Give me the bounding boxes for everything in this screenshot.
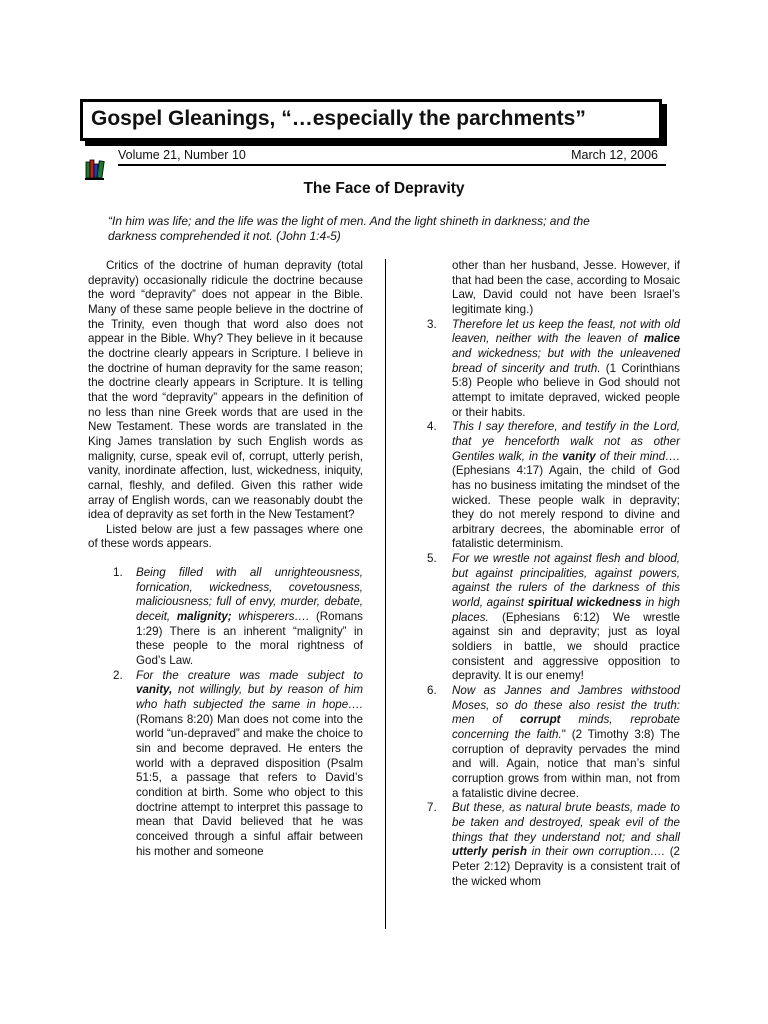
masthead-rule (118, 164, 666, 166)
verse-keyword: malignity; (176, 610, 232, 624)
column-divider (385, 259, 386, 929)
commentary-text: (Ephesians 6:12) We wrestle against sin and depravity; just as loyal soldiers in battle, we should practice consistent and aggressive opposition to depravity. It is our enemy! (452, 610, 680, 683)
article-title: The Face of Depravity (303, 180, 465, 197)
passage-list-continued (410, 318, 680, 890)
verse-keyword: utterly perish (452, 845, 527, 859)
commentary-text: (Romans 8:20) Man does not come into the world “un-depraved” and make the choice to sin and become depraved. He enters the world with a depraved disposition (Psalm 51:5, a passage that refers to David’s condition at birth. Some who object to this doctrine attempt to interpret this passage to mean that David believed that he was conceived through a sinful affair between his mother and someone (136, 712, 363, 858)
books-icon (85, 158, 105, 180)
verse-text: This I say therefore, and testify in the Lord, that ye henceforth walk not as other Gentiles walk, in the (452, 420, 680, 463)
verse-text: not willingly, but by reason of him who hath subjected the same in hope…. (136, 683, 363, 712)
verse-text: Now as Jannes and Jambres withstood Moses, so do these also resist the truth: men of (452, 684, 680, 727)
item-number: 4. (427, 420, 437, 434)
newsletter-title: Gospel Gleanings, “…especially the parchments” (91, 107, 586, 130)
left-column (88, 259, 363, 859)
item-number: 6. (427, 684, 437, 698)
passage-list (88, 566, 363, 859)
item-number: 2. (113, 668, 123, 682)
verse-text: in high places. (452, 596, 680, 624)
epigraph-quote: “In him was life; and the life was the light of men. And the light shineth in darkness; and the darkness comprehended it not. (John 1:4-5) (108, 214, 590, 243)
verse-text: For we wrestle not against flesh and blood, but against principalities, against powers, against the rulers of the darkness of this world, against (452, 552, 680, 610)
item-number: 1. (113, 566, 123, 580)
right-column (410, 259, 680, 889)
verse-text: of their mind…. (595, 449, 680, 463)
item-2-continuation: other than her husband, Jesse. However, if that had been the case, according to Mosaic Law, David could not have been Israel’s legitimate king.) (452, 259, 680, 316)
intro-paragraph: Critics of the doctrine of human depravity (total depravity) occasionally ridicule the doctrine because the word “depravity” does not appear in the Bible. Many of these same people believe in the doctrine of the Trinity, even though that word also does not appear in the Bible. Why? They believe in it because the doctrine clearly appears in Scripture. I believe in the doctrine of human depravity for the same reason; the doctrine clearly appears in Scripture. It is telling that the word “depravity” appears in the definition of no less than nine Greek words that are used in the New Testament. These words are translated in the King James translation by such English words as malignity, curse, speak evil of, corrupt, utterly perish, vanity, inordinate affection, lust, wickedness, iniquity, carnal, fleshly, and defiled. Given this rather wide array of English words, can we reasonably doubt the idea of depravity as set forth in the New Testament? (88, 259, 363, 522)
item-number: 3. (427, 317, 437, 331)
verse-keyword: corrupt (519, 713, 561, 727)
verse-text: Therefore let us keep the feast, not with old leaven, neither with the leaven of (452, 317, 680, 346)
list-item (88, 669, 363, 860)
verse-text: For the creature was made subject to (136, 668, 363, 682)
verse-text: minds, reprobate concerning the faith. (452, 713, 680, 741)
list-item (410, 801, 680, 889)
list-item (410, 420, 680, 552)
list-item (410, 318, 680, 421)
verse-keyword: spiritual wickedness (527, 596, 642, 610)
verse-keyword: vanity (562, 449, 596, 463)
list-item (88, 566, 363, 669)
verse-text: But these, as natural brute beasts, made to be taken and destroyed, speak evil of the things that they understand not; and shall (452, 801, 680, 844)
commentary-text: (1 Corinthians 5:8) People who believe in God should not attempt to imitate depraved, wicked people or their habits. (452, 361, 680, 419)
masthead-box (80, 99, 662, 141)
commentary-text: (2 Peter 2:12) Depravity is a consistent trait of the wicked whom (452, 845, 680, 888)
item-number: 5. (427, 552, 437, 566)
item-number: 7. (427, 801, 437, 815)
verse-text: Being filled with all unrighteousness, fornication, wickedness, covetousness, maliciousness; full of envy, murder, debate, deceit, (136, 566, 363, 624)
verse-keyword: malice (643, 332, 680, 346)
verse-text: whisperers…. (231, 610, 310, 624)
volume-number: Volume 21, Number 10 (118, 148, 246, 162)
list-intro: Listed below are just a few passages where one of these words appears. (88, 522, 363, 551)
commentary-text: " (2 Timothy 3:8) The corruption of depravity pervades the mind and will. Again, notice that man’s sinful corruption grows from within man, not from a fatalistic divine decree. (452, 728, 680, 800)
verse-keyword: vanity, (136, 683, 173, 697)
list-item (410, 684, 680, 801)
commentary-text: (Ephesians 4:17) Again, the child of God has no business imitating the mindset of the wicked. These people walk in depravity; they do not merely respond to divine and arbitrary decrees, the abominable error of fatalistic determinism. (452, 464, 680, 551)
verse-text: in their own corruption…. (526, 845, 665, 859)
issue-date: March 12, 2006 (571, 148, 658, 162)
commentary-text: (Romans 1:29) There is an inherent “malignity” in these people to the moral rightness of God’s Law. (136, 610, 363, 668)
verse-text: and wickedness; but with the unleavened bread of sincerity and truth. (452, 346, 680, 375)
list-item (410, 552, 680, 684)
